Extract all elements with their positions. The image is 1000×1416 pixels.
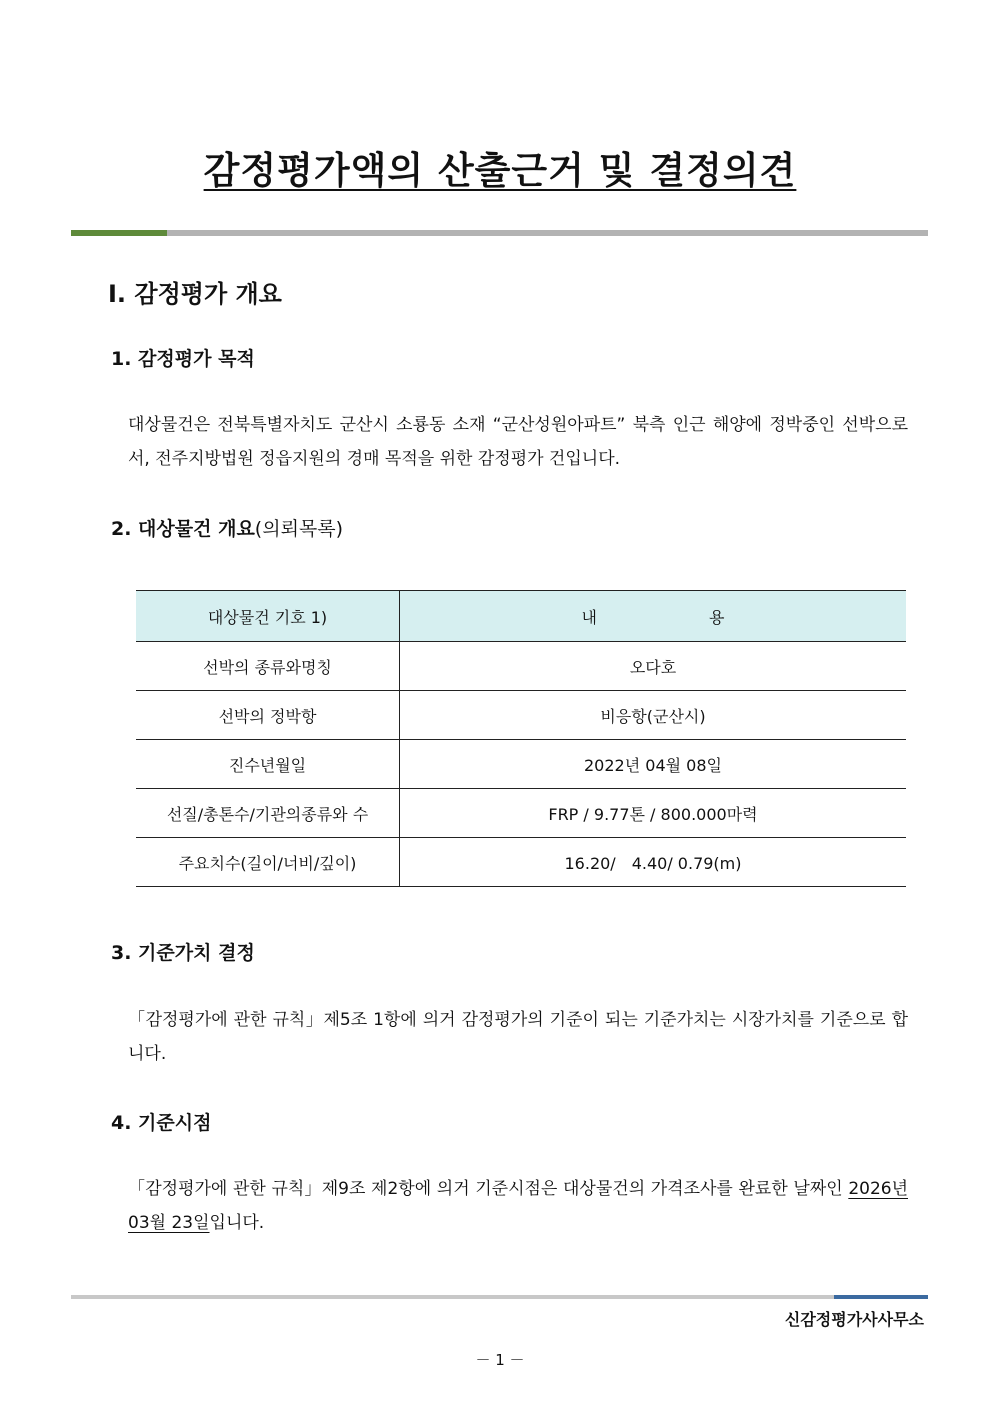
basis-date-text-tail: 입니다.: [209, 1213, 265, 1233]
title-divider: [71, 230, 928, 236]
basis-date-text: [128, 1172, 908, 1240]
table-cell-label: 진수년월일: [136, 740, 400, 789]
footer-divider: [71, 1295, 928, 1299]
table-header-cell: 대상물건 기호 1): [136, 591, 400, 642]
page-number: － 1 －: [475, 1351, 525, 1369]
table-cell-label: 주요치수(길이/너비/깊이): [136, 838, 400, 887]
purpose-heading: 1. 감정평가 목적: [111, 348, 255, 370]
table-cell-value: 16.20/ 4.40/ 0.79(m): [400, 838, 907, 887]
title-divider-accent: [71, 230, 167, 236]
table-row: [136, 838, 906, 887]
overview-heading-note: (의뢰목록): [254, 518, 344, 540]
table-cell-label: 선박의 종류와명칭: [136, 642, 400, 691]
table-cell-value: 비응항(군산시): [400, 691, 907, 740]
office-name: 신감정평가사사무소: [784, 1310, 924, 1329]
table-header-row: [136, 591, 906, 642]
table-cell-value: 오다호: [400, 642, 907, 691]
overview-heading: [111, 514, 343, 541]
basis-date-heading: 4. 기준시점: [111, 1112, 212, 1134]
purpose-text: 대상물건은 전북특별자치도 군산시 소룡동 소재 “군산성원아파트” 북측 인근 해양에 정박중인 선박으로서, 전주지방법원 정읍지원의 경매 목적을 위한 감정평가 건입니다.: [128, 415, 908, 469]
table-cell-label: 선박의 정박항: [136, 691, 400, 740]
table-cell-value: FRP / 9.77톤 / 800.000마력: [400, 789, 907, 838]
basis-value-text: 「감정평가에 관한 규칙」제5조 1항에 의거 감정평가의 기준이 되는 기준가치는 시장가치를 기준으로 합니다.: [128, 1010, 908, 1064]
section-heading: Ⅰ. 감정평가 개요: [108, 280, 282, 308]
table-cell-value: 2022년 04월 08일: [400, 740, 907, 789]
table-row: [136, 642, 906, 691]
table-row: [136, 691, 906, 740]
table-row: [136, 740, 906, 789]
item-list-table: [136, 590, 906, 887]
table-row: [136, 789, 906, 838]
basis-value-heading: 3. 기준가치 결정: [111, 942, 255, 964]
table-header-cell: 내 용: [400, 591, 907, 642]
basis-date-value: 2026년 03월 23일: [128, 1179, 908, 1233]
basis-date-text-lead: 「감정평가에 관한 규칙」제9조 제2항에 의거 기준시점은 대상물건의 가격조사를 완료한 날짜인: [128, 1179, 849, 1199]
footer-divider-accent: [834, 1295, 928, 1299]
document-title: 감정평가액의 산출근거 및 결정의견: [203, 149, 797, 192]
overview-heading-title: 2. 대상물건 개요: [111, 518, 255, 540]
table-cell-label: 선질/총톤수/기관의종류와 수: [136, 789, 400, 838]
